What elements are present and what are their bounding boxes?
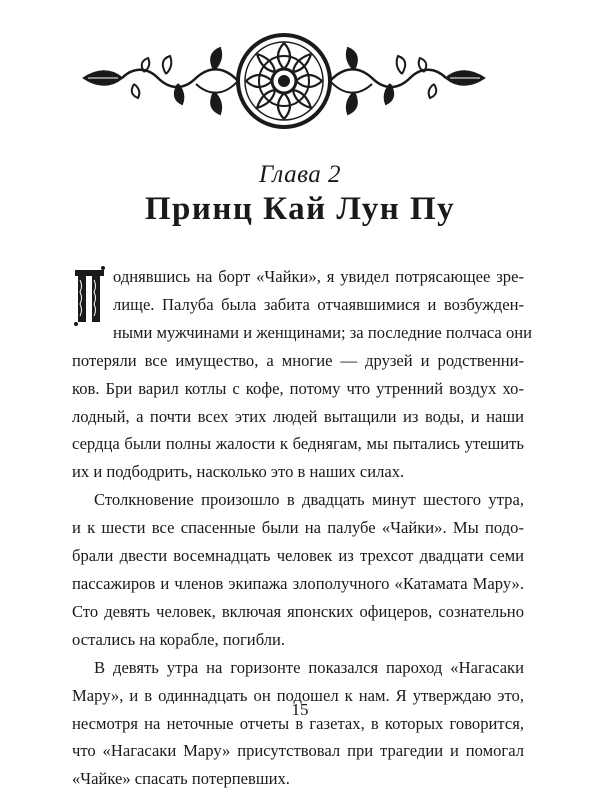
chapter-title: Принц Кай Лун Пу bbox=[144, 191, 456, 227]
page-number: 15 bbox=[291, 700, 309, 719]
paragraph-3 bbox=[72, 654, 524, 793]
text-line: пассажиров и членов экипажа злополучного «Катамата Мару». bbox=[72, 573, 524, 593]
text-line: Сто девять человек, включая японских офицеров, сознательно bbox=[72, 601, 524, 621]
text-line: лище. Палуба была забита отчаявшимися и возбужден- bbox=[113, 294, 524, 314]
text-line: несмотря на неточные отчеты в газетах, в которых говорится, bbox=[72, 713, 524, 733]
header-ornament bbox=[74, 26, 494, 136]
text-line: ными мужчинами и женщинами; за последние полчаса они bbox=[113, 322, 533, 342]
text-line: ков. Бри варил котлы с кофе, потому что утренний воздух хо- bbox=[72, 378, 524, 398]
text-line: что «Нагасаки Мару» присутствовал при трагедии и помогал bbox=[72, 741, 524, 761]
text-line: «Чайке» спасать потерпевших. bbox=[72, 769, 290, 789]
paragraph-2 bbox=[72, 486, 524, 653]
text-line: потеряли все имущество, а многие — друзей и родственни- bbox=[72, 350, 524, 370]
text-line: В девять утра на горизонте показался пароход «Нагасаки bbox=[94, 657, 524, 677]
text-line: их и подбодрить, насколько это в наших силах. bbox=[72, 462, 405, 482]
paragraph-1 bbox=[72, 263, 533, 486]
text-line: Мару», и в одиннадцать он подошел к нам. Я утверждаю это, bbox=[72, 685, 524, 705]
text-line: лодный, а почти всех этих людей вытащили из воды, и наши bbox=[72, 406, 524, 426]
drop-cap-letter bbox=[72, 266, 107, 326]
chapter-number: Глава 2 bbox=[258, 161, 342, 188]
text-line: брали двести восемнадцать человек из трехсот двадцати семи bbox=[72, 546, 524, 566]
text-line: однявшись на борт «Чайки», я увидел потрясающее зре- bbox=[113, 267, 524, 286]
text-line: сердца были полны жалости к беднягам, мы пытались утешить bbox=[72, 434, 524, 454]
text-line: остались на корабле, погибли. bbox=[72, 629, 286, 649]
text-line: Столкновение произошло в двадцать минут шестого утра, bbox=[94, 490, 524, 510]
text-line: и к шести все спасенные были на палубе «Чайки». Мы подо- bbox=[72, 518, 524, 538]
